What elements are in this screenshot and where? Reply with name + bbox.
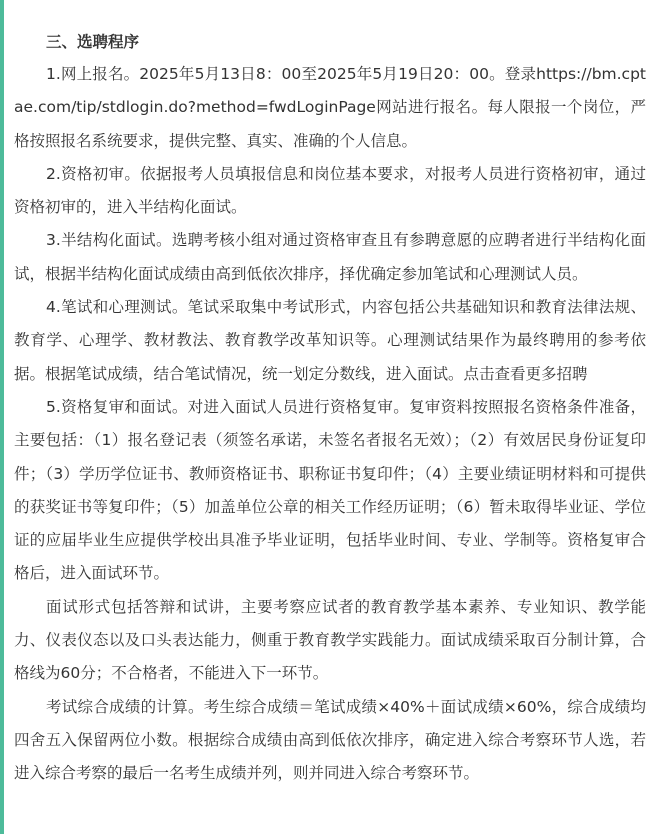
paragraph-composite-score: 考试综合成绩的计算。考生综合成绩＝笔试成绩×40%＋面试成绩×60%，综合成绩均四舍五入保留两位小数。根据综合成绩由高到低依次排序，确定进入综合考察环节人选，若进入综合考察的最后一名考生成绩并列，则并同进入综合考察环节。: [14, 697, 646, 783]
paragraph-online-registration: 1.网上报名。2025年5月13日8：00至2025年5月19日20：00。登录https://bm.cptae.com/tip/stdlogin.do?method=fwdLoginPage网站进行报名。每人限报一个岗位，严格按照报名系统要求，提供完整、真实、准确的个人信息。: [14, 65, 646, 150]
paragraph-interview-format: 面试形式包括答辩和试讲，主要考察应试者的教育教学基本素养、专业知识、教学能力、仪表仪态以及口头表达能力，侧重于教育教学实践能力。面试成绩采取百分制计算，合格线为60分；不合格者，不能进入下一环节。: [14, 597, 646, 683]
paragraph-preliminary-review: 2.资格初审。依据报考人员填报信息和岗位基本要求，对报考人员进行资格初审，通过资格初审的，进入半结构化面试。: [14, 164, 646, 217]
paragraph-written-psych-test: 4.笔试和心理测试。笔试采取集中考试形式，内容包括公共基础知识和教育法律法规、教育学、心理学、教材教法、教育教学改革知识等。心理测试结果作为最终聘用的参考依据。根据笔试成绩，结合笔试情况，统一划定分数线，进入面试。点击查看更多招聘: [14, 298, 646, 383]
paragraph-semi-structured-interview: 3.半结构化面试。选聘考核小组对通过资格审查且有参聘意愿的应聘者进行半结构化面试，根据半结构化面试成绩由高到低依次排序，择优确定参加笔试和心理测试人员。: [14, 231, 646, 283]
section-heading: 三、选聘程序: [46, 33, 140, 51]
paragraph-qualification-recheck: 5.资格复审和面试。对进入面试人员进行资格复审。复审资料按照报名资格条件准备，主要包括：（1）报名登记表（须签名承诺，未签名者报名无效）；（2）有效居民身份证复印件；（3）学历学位证书、教师资格证书、职称证书复印件；（4）主要业绩证明材料和可提供的获奖证书等复印件；（5）加盖单位公章的相关工作经历证明；（6）暂未取得毕业证、学位证的应届毕业生应提供学校出具准予毕业证明，包括毕业时间、专业、学制等。资格复审合格后，进入面试环节。: [14, 397, 646, 583]
